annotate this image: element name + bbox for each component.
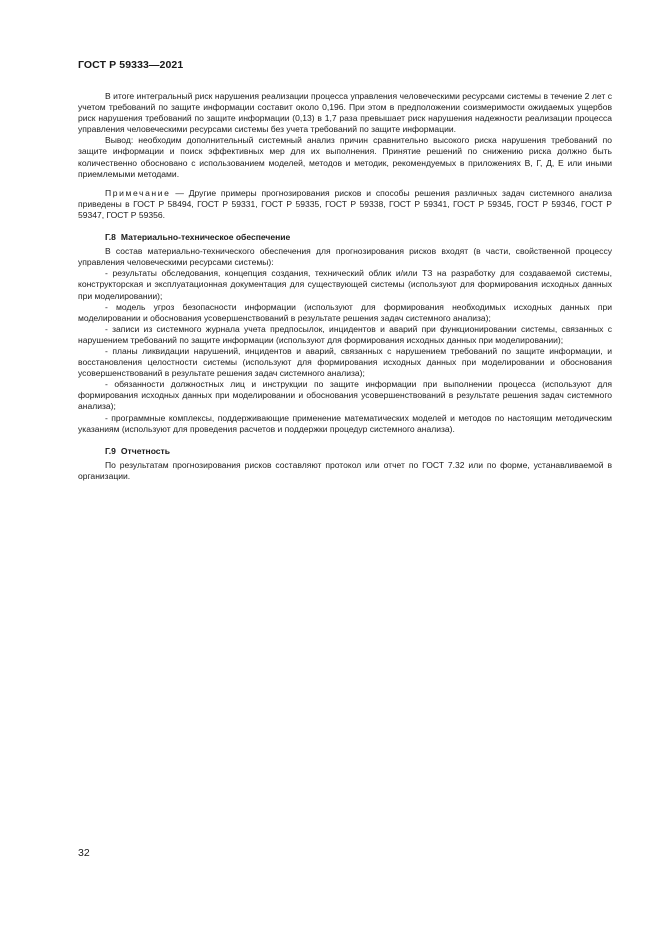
section-title: Отчетность: [120, 445, 170, 456]
section-heading-g9: [78, 446, 612, 457]
note-paragraph: [78, 188, 612, 221]
section-title: Материально-техническое обеспечение: [120, 232, 291, 243]
list-item: - результаты обследования, концепция создания, технический облик и/или ТЗ на разработку для создаваемой системы, конструкторская и эксплуатационная документация для существующей системы (используют для формирования исходных данных при моделировании);: [78, 268, 612, 301]
list-item: - планы ликвидации нарушений, инцидентов и аварий, связанных с нарушением требований по защите информации, и восстановления целостности системы (используют для формирования исходных данных при моделировании и обоснования усовершенствований в результате решения задач системного анализа);: [78, 345, 612, 379]
section-number: Г.8: [105, 232, 116, 243]
intro-paragraph-risk: В итоге интегральный риск нарушения реализации процесса управления человеческими ресурсами системы в течение 2 лет с учетом требований по защите информации составит около 0,196. При этом в предположении соизмеримости ожидаемых ущербов риск нарушения требований по защите информации (0,13) в 1,7 раза превышает риск нарушения надежности реализации процесса управления человеческими ресурсами системы без учета требований по защите информации.: [78, 91, 612, 135]
list-item: - обязанности должностных лиц и инструкции по защите информации при выполнении процесса (используют для формирования исходных данных при моделировании и обоснования усовершенствований в результате решения задач системного анализа);: [78, 379, 612, 412]
note-text: — Другие примеры прогнозирования рисков и способы решения различных задач системного анализа приведены в ГОСТ Р 58494, ГОСТ Р 59331, ГОСТ Р 59335, ГОСТ Р 59338, ГОСТ Р 59341, ГОСТ Р 59345, ГОСТ Р 59346, ГОСТ Р 59347, ГОСТ Р 59356.: [78, 187, 612, 220]
list-item: - программные комплексы, поддерживающие применение математических моделей и методов по настоящим методическим указаниям (используют для проведения расчетов и поддержки процедур системного анализа).: [78, 412, 612, 434]
section-number: Г.9: [105, 445, 116, 456]
section-g9-text: По результатам прогнозирования рисков составляют протокол или отчет по ГОСТ 7.32 или по форме, устанавливаемой в организации.: [78, 459, 612, 481]
section-heading-g8: [78, 232, 612, 243]
intro-paragraph-conclusion: Вывод: необходим дополнительный системный анализ причин сравнительно высокого риска нарушения требований по защите информации и поиск эффективных мер для их выполнения. Принятие решений по снижению риска должно быть количественно обосновано с использованием моделей, методов и методик, рекомендуемых в приложениях В, Г, Д, Е или иными приемлемыми методами.: [78, 135, 612, 179]
section-g8-intro: В состав материально-технического обеспечения для прогнозирования рисков входят (в части, свойственной процессу управления человеческими ресурсами системы):: [78, 246, 612, 268]
page-number: 32: [78, 847, 90, 859]
list-item: - модель угроз безопасности информации (используют для формирования необходимых исходных данных при моделировании и обоснования усовершенствований в результате решения задач системного анализа);: [78, 301, 612, 323]
note-label: Примечание: [105, 187, 171, 198]
list-item: - записи из системного журнала учета предпосылок, инцидентов и аварий при функционировании системы, связанных с нарушением требований по защите информации (используют для формирования исходных данных при моделировании);: [78, 323, 612, 345]
standard-designation: ГОСТ Р 59333—2021: [78, 59, 184, 71]
page-content: [78, 91, 612, 482]
